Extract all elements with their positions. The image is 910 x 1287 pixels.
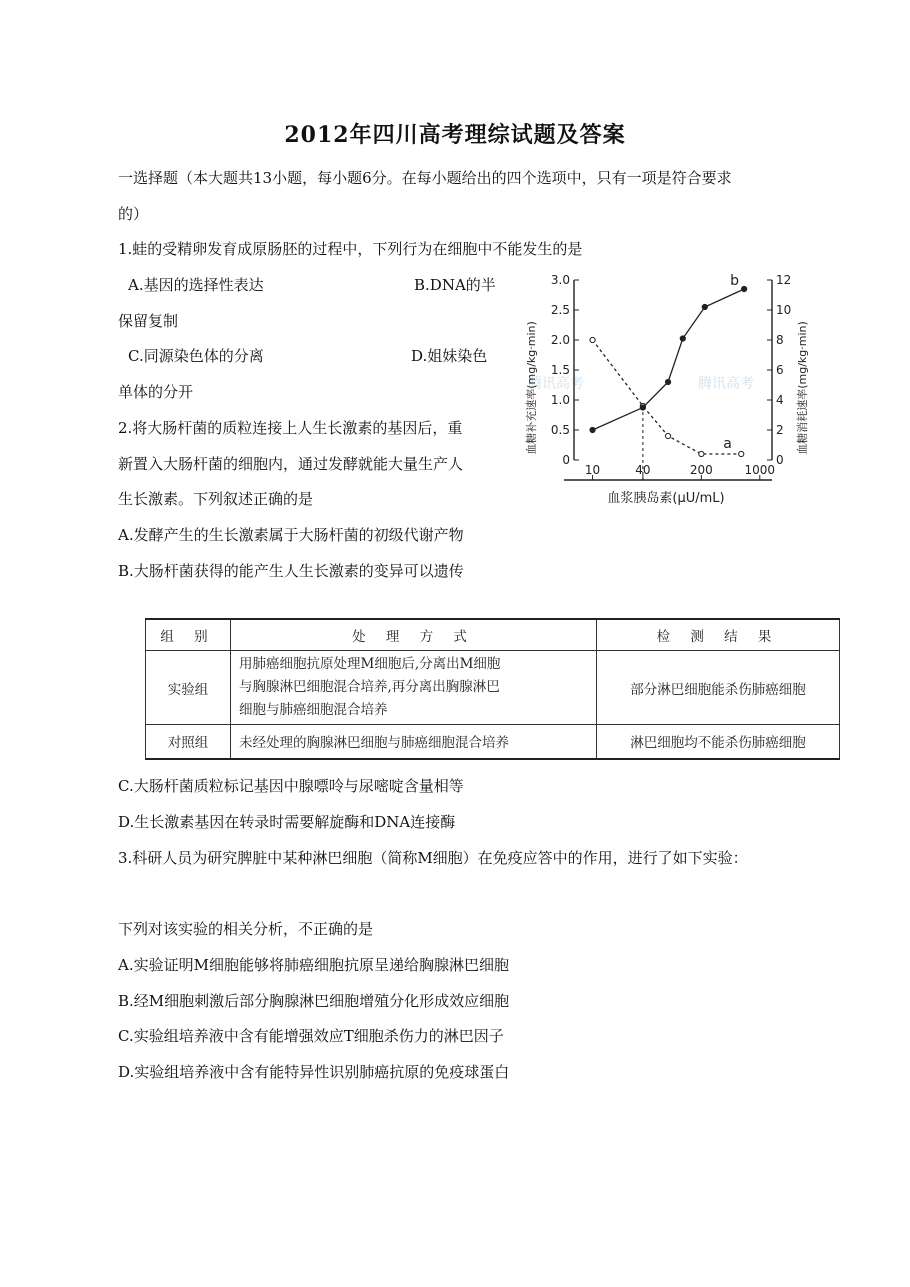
q2-stem-line-2: 新置入大肠杆菌的细胞内，通过发酵就能大量生产人: [118, 455, 464, 473]
series-a-label: a: [723, 436, 732, 452]
x-tick-label: 10: [584, 463, 601, 477]
series-a-point: [590, 337, 595, 342]
q2-option-b: B.大肠杆菌获得的能产生人生长激素的变异可以遗传: [118, 562, 464, 580]
method-line: 与胸腺淋巴细胞混合培养,再分离出胸腺淋巴: [239, 679, 500, 695]
table-header-group: 组 别: [146, 619, 231, 651]
method-line: 用肺癌细胞抗原处理M细胞后,分离出M细胞: [239, 656, 501, 672]
y-right-label: 血糖消耗速率(mg/kg·min): [796, 321, 809, 455]
q2-option-c: C.大肠杆菌质粒标记基因中腺嘌呤与尿嘧啶含量相等: [118, 777, 464, 795]
x-tick-label: 1000: [744, 463, 776, 477]
q1-option-d-part2: 单体的分开: [118, 383, 194, 401]
y-left-tick-label: 2.0: [550, 333, 570, 347]
q2-option-a: A.发酵产生的生长激素属于大肠杆菌的初级代谢产物: [118, 526, 464, 544]
y-left-tick-label: 1.0: [550, 393, 570, 407]
intro-line-1: 一选择题（本大题共13小题，每小题6分。在每小题给出的四个选项中，只有一项是符合要求: [118, 169, 732, 187]
x-tick-label: 40: [635, 463, 651, 477]
series-b-point: [590, 427, 595, 432]
table-row: [146, 651, 840, 725]
table-row: [146, 725, 840, 759]
table-cell-method: [231, 651, 597, 725]
table-cell-group: 实验组: [146, 651, 231, 725]
series-b-label: b: [730, 273, 740, 289]
x-axis-label: 血浆胰岛素(μU/mL): [607, 491, 725, 506]
q2-stem-line-1: 2.将大肠杆菌的质粒连接上人生长激素的基因后，重: [118, 419, 463, 437]
y-left-tick-label: 0.5: [550, 423, 570, 437]
insulin-chart: [508, 266, 816, 510]
table-header-method: 处 理 方 式: [231, 619, 597, 651]
x-tick-label: 200: [689, 463, 713, 477]
table-header-row: [146, 619, 840, 651]
series-b-point: [702, 304, 707, 309]
q3-followup: 下列对该实验的相关分析，不正确的是: [118, 920, 374, 938]
y-right-tick-label: 12: [776, 273, 792, 287]
intro-line-2: 的）: [118, 205, 149, 223]
y-left-tick-label: 1.5: [550, 363, 570, 377]
y-right-tick-label: 0: [776, 453, 784, 467]
y-right-tick-label: 10: [776, 303, 792, 317]
y-right-tick-label: 8: [776, 333, 784, 347]
y-right-tick-label: 4: [776, 393, 784, 407]
q3-stem: 3.科研人员为研究脾脏中某种淋巴细胞（简称M细胞）在免疫应答中的作用，进行了如下实验：: [118, 849, 748, 867]
y-left-tick-label: 2.5: [550, 303, 570, 317]
q1-stem: 1.蛙的受精卵发育成原肠胚的过程中，下列行为在细胞中不能发生的是: [118, 240, 583, 258]
table-cell-result: 淋巴细胞均不能杀伤肺癌细胞: [597, 725, 840, 759]
table-cell-result: 部分淋巴细胞能杀伤肺癌细胞: [597, 651, 840, 725]
table-cell-method: 未经处理的胸腺淋巴细胞与肺癌细胞混合培养: [231, 725, 597, 759]
table-header-result: 检 测 结 果: [597, 619, 840, 651]
series-a-point: [665, 433, 670, 438]
y-right-tick-label: 6: [776, 363, 784, 377]
experiment-table: [145, 618, 840, 760]
series-b-point: [680, 336, 685, 341]
watermark-right: 腾讯高考: [698, 376, 754, 392]
q3-option-c: C.实验组培养液中含有能增强效应T细胞杀伤力的淋巴因子: [118, 1027, 504, 1045]
q3-option-d: D.实验组培养液中含有能特异性识别肺癌抗原的免疫球蛋白: [118, 1063, 510, 1081]
q1-option-b-part1: B.DNA的半: [414, 276, 496, 294]
insulin-chart-svg: [508, 266, 816, 510]
series-b-point: [665, 379, 670, 384]
series-b-point: [742, 286, 747, 291]
q2-option-d: D.生长激素基因在转录时需要解旋酶和DNA连接酶: [118, 813, 456, 831]
series-a-point: [739, 451, 744, 456]
q1-option-d-part1: D.姐妹染色: [411, 347, 488, 365]
q1-option-a: A.基因的选择性表达: [128, 276, 264, 294]
series-b-line: [593, 289, 745, 430]
q3-option-b: B.经M细胞刺激后部分胸腺淋巴细胞增殖分化形成效应细胞: [118, 992, 510, 1010]
y-right-tick-label: 2: [776, 423, 784, 437]
q1-option-b-part2: 保留复制: [118, 312, 179, 330]
y-left-label: 血糖补充速率(mg/kg·min): [525, 321, 538, 455]
q3-option-a: A.实验证明M细胞能够将肺癌细胞抗原呈递给胸腺淋巴细胞: [118, 956, 509, 974]
method-line: 细胞与肺癌细胞混合培养: [239, 702, 388, 718]
q2-stem-line-3: 生长激素。下列叙述正确的是: [118, 490, 314, 508]
y-left-tick-label: 0: [562, 453, 570, 467]
series-a-point: [699, 451, 704, 456]
y-left-tick-label: 3.0: [550, 273, 570, 287]
page-title: 2012年四川高考理综试题及答案: [284, 122, 626, 148]
q1-option-c: C.同源染色体的分离: [128, 347, 264, 365]
table-cell-group: 对照组: [146, 725, 231, 759]
watermark-left: 腾讯高考: [528, 376, 584, 392]
